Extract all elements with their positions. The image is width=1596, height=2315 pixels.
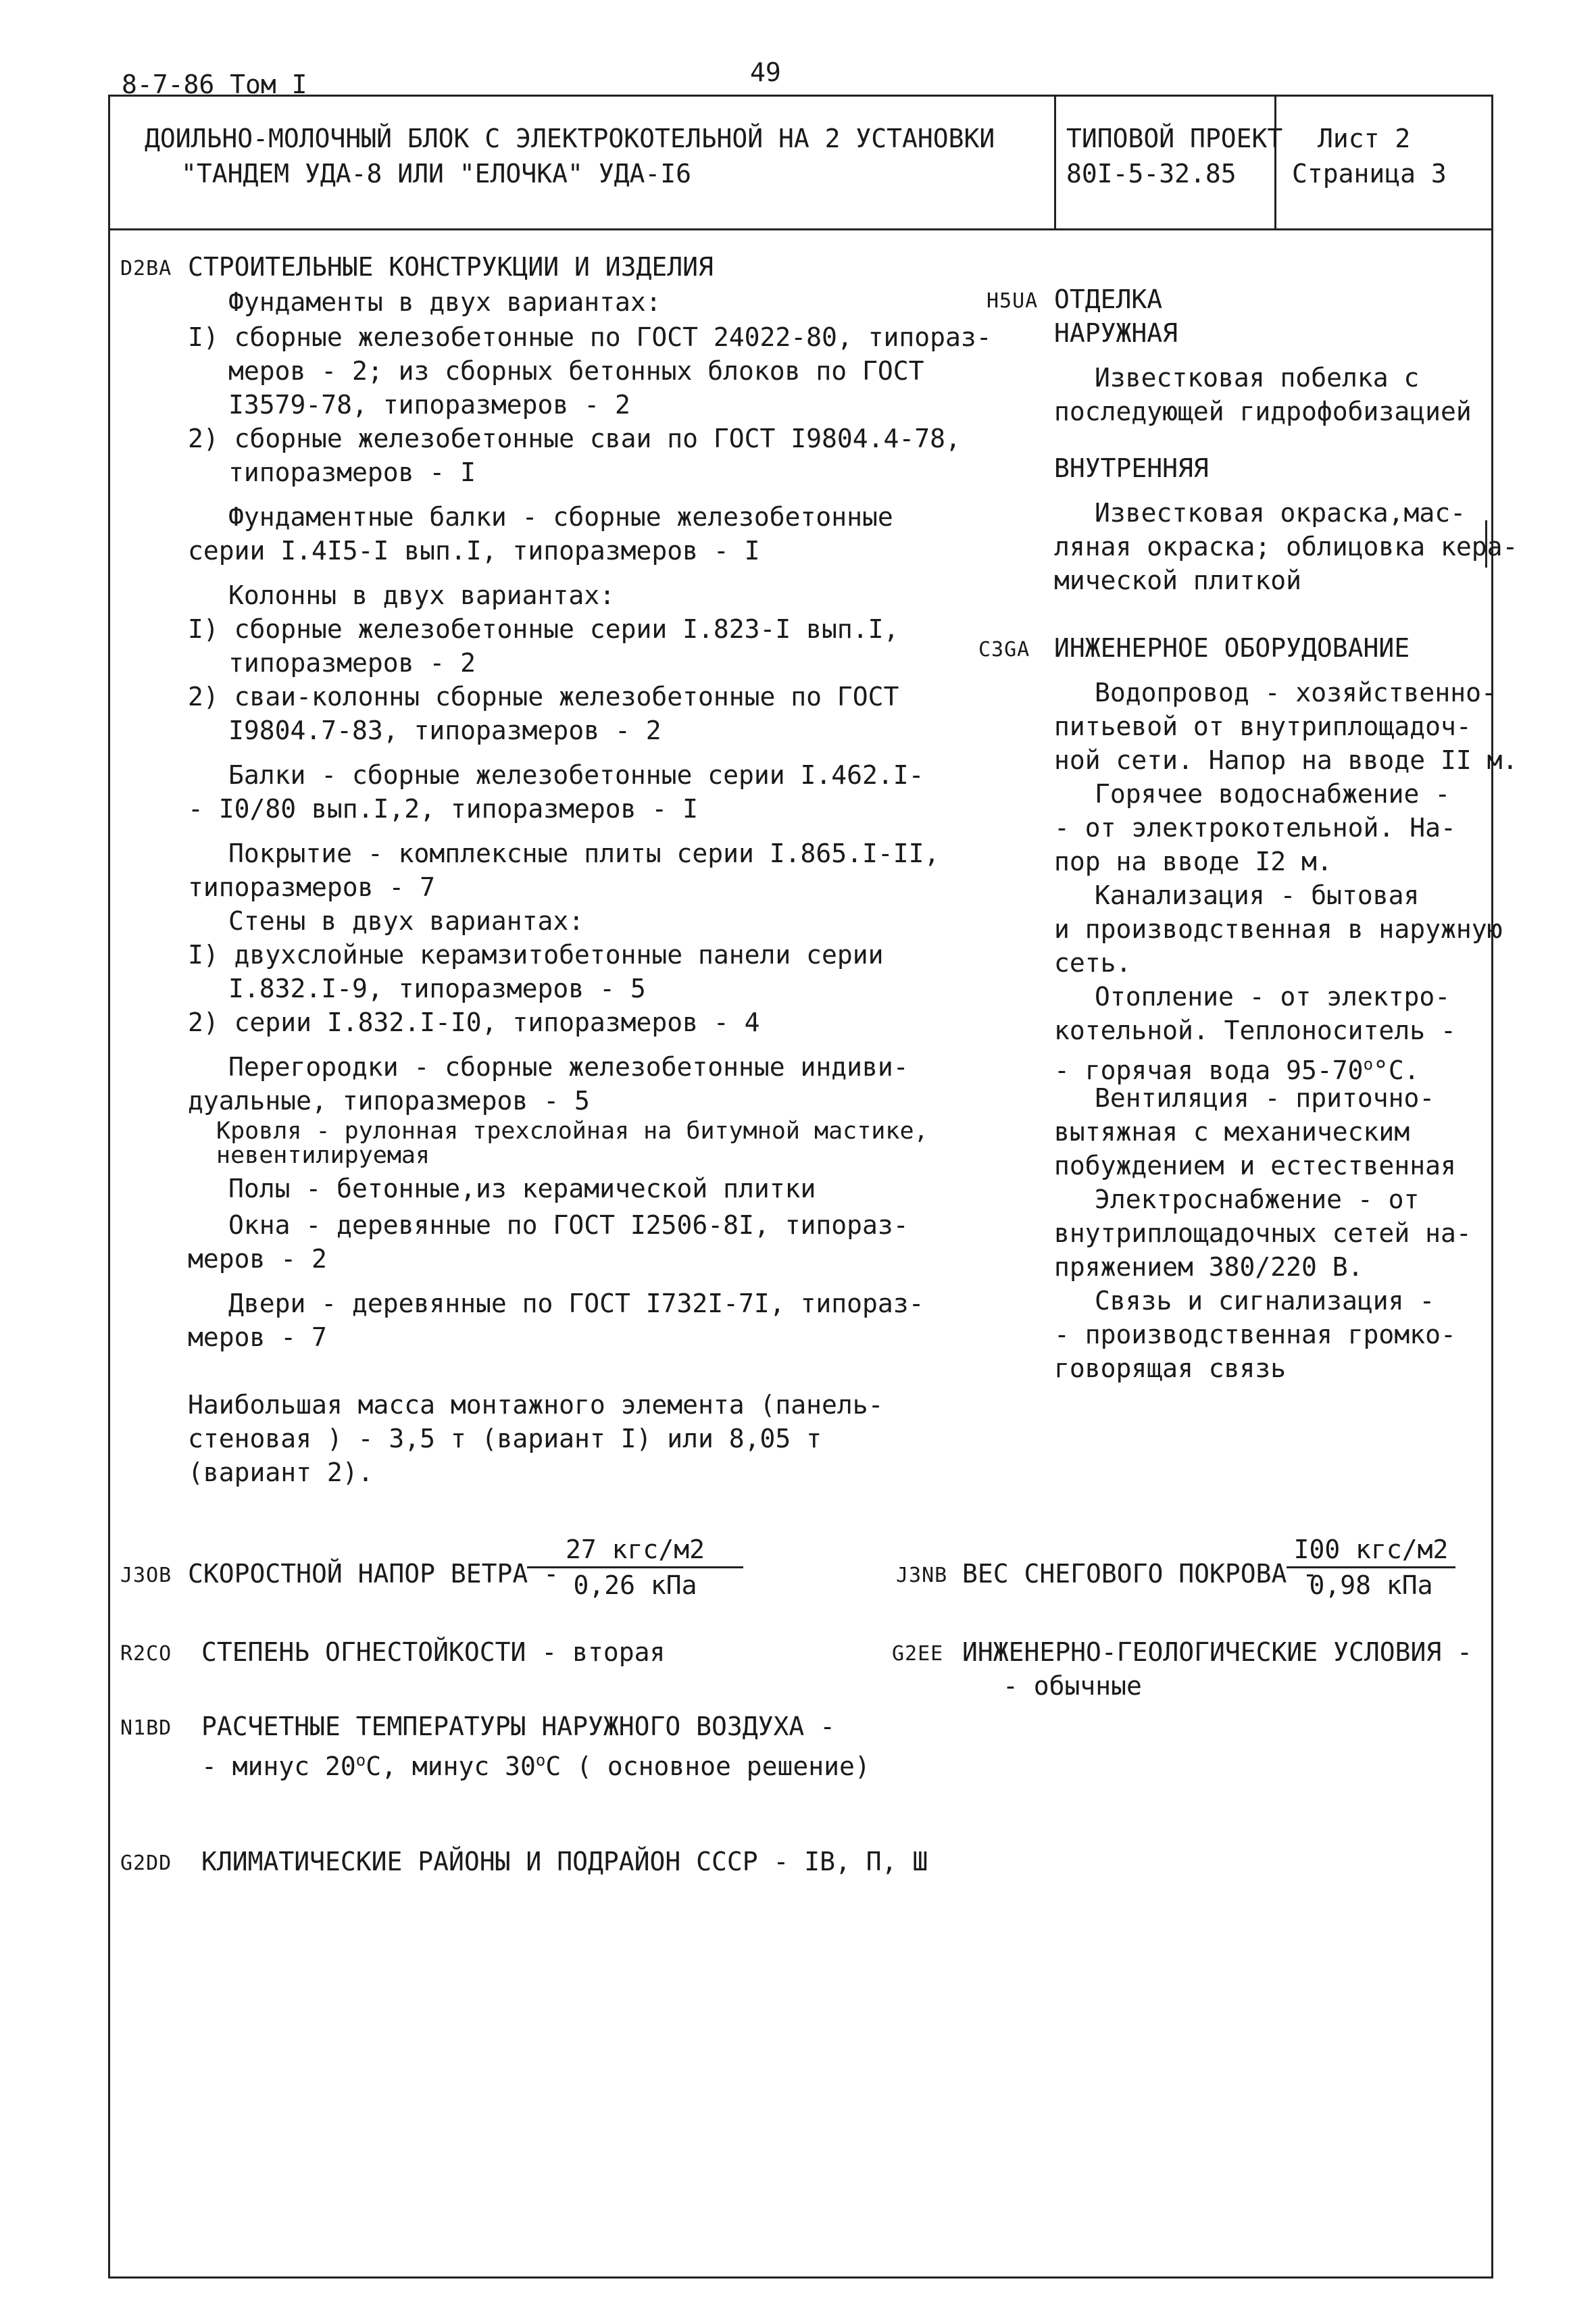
project-label: ТИПОВОЙ ПРОЕКТ	[1066, 124, 1283, 153]
section-code: G2EE	[892, 1642, 944, 1666]
text-line: Отопление - от электро-	[1095, 982, 1451, 1012]
snow-kgs: I00 кгс/м2	[1287, 1533, 1455, 1568]
section-code: G2DD	[120, 1851, 172, 1875]
text-line: и производственная в наружную	[1054, 914, 1503, 944]
geo-conditions-value: - обычные	[1003, 1671, 1142, 1701]
text-line: побуждением и естественная	[1054, 1151, 1456, 1180]
text-line: Кровля - рулонная трехслойная на битумной мастике,	[216, 1118, 928, 1145]
text-line: питьевой от внутриплощадоч-	[1054, 712, 1472, 741]
text-line: ляная окраска; облицовка кера-	[1054, 532, 1518, 562]
section-code: R2CO	[120, 1642, 172, 1666]
geo-conditions: ИНЖЕНЕРНО-ГЕОЛОГИЧЕСКИЕ УСЛОВИЯ -	[962, 1637, 1472, 1667]
text-line: ной сети. Напор на вводе II м.	[1054, 745, 1518, 775]
section-heading: ОТДЕЛКА	[1054, 284, 1163, 314]
text-line: котельной. Теплоноситель -	[1054, 1016, 1456, 1045]
temp-part: - минус 20	[201, 1751, 356, 1781]
header-divider	[108, 228, 1493, 230]
snow-label: ВЕС СНЕГОВОГО ПОКРОВА -	[962, 1559, 1318, 1589]
text-line: I) сборные железобетонные по ГОСТ 24022-80, типораз-	[188, 322, 992, 352]
text-line: I) сборные железобетонные серии I.823-I вып.I,	[188, 614, 899, 644]
text-line: Известковая побелка с	[1095, 363, 1420, 393]
text-line: последующей гидрофобизацией	[1054, 397, 1472, 426]
project-number: 80I-5-32.85	[1066, 159, 1237, 189]
doc-ref: 8-7-86 Том I	[122, 70, 307, 99]
text-line: I3579-78, типоразмеров - 2	[228, 390, 630, 420]
text-line: Вентиляция - приточно-	[1095, 1083, 1435, 1113]
text-line: Перегородки - сборные железобетонные индиви-	[228, 1052, 909, 1082]
text-line: пряжением 380/220 В.	[1054, 1252, 1364, 1282]
text-line: - производственная громко-	[1054, 1320, 1456, 1349]
snow-fraction	[1287, 1533, 1455, 1602]
degree-mark: о	[535, 1751, 546, 1770]
header-separator-2	[1274, 95, 1276, 230]
snow-kpa: 0,98 кПа	[1309, 1570, 1433, 1600]
wind-kpa: 0,26 кПа	[573, 1570, 697, 1600]
page-number: 49	[750, 57, 781, 87]
text-line: Известковая окраска,мас-	[1095, 498, 1466, 528]
text-line: Связь и сигнализация -	[1095, 1286, 1435, 1316]
text-line: типоразмеров - 2	[228, 648, 476, 678]
text-line: I.832.I-9, типоразмеров - 5	[228, 974, 646, 1003]
wind-kgs: 27 кгс/м2	[527, 1533, 743, 1568]
text-line: Полы - бетонные,из керамической плитки	[228, 1174, 816, 1203]
subheading: ВНУТРЕННЯЯ	[1054, 453, 1209, 483]
section-code: D2BA	[120, 257, 172, 280]
text-line: Фундаментные балки - сборные железобетонные	[228, 502, 893, 532]
text-line: типоразмеров - I	[228, 457, 476, 487]
text-line: (вариант 2).	[188, 1458, 374, 1487]
text-line: внутриплощадочных сетей на-	[1054, 1218, 1472, 1248]
section-heading: СТРОИТЕЛЬНЫЕ КОНСТРУКЦИИ И ИЗДЕЛИЯ	[188, 252, 714, 282]
text-line: вытяжная с механическим	[1054, 1117, 1410, 1147]
text-line: - I0/80 вып.I,2, типоразмеров - I	[188, 794, 698, 824]
temperature-heading: РАСЧЕТНЫЕ ТЕМПЕРАТУРЫ НАРУЖНОГО ВОЗДУХА -	[201, 1712, 835, 1741]
text-line: меров - 2; из сборных бетонных блоков по ГОСТ	[228, 356, 924, 386]
section-code: J3NB	[896, 1564, 948, 1587]
sheet-number: Лист 2	[1318, 124, 1411, 153]
text-line: Наибольшая масса монтажного элемента (панель-	[188, 1390, 884, 1420]
text-line: I9804.7-83, типоразмеров - 2	[228, 716, 662, 745]
text-line: 2) сборные железобетонные сваи по ГОСТ I9804.4-78,	[188, 424, 961, 453]
text-line: дуальные, типоразмеров - 5	[188, 1086, 590, 1116]
section-code: N1BD	[120, 1716, 172, 1740]
section-code: C3GA	[978, 638, 1030, 662]
text-line: I) двухслойные керамзитобетонные панели серии	[188, 940, 884, 970]
degree-mark: о	[355, 1751, 366, 1770]
text-line: Двери - деревянные по ГОСТ I732I-7I, типораз-	[228, 1289, 924, 1318]
text-line: Окна - деревянные по ГОСТ I2506-8I, типораз-	[228, 1210, 909, 1240]
text-line: Балки - сборные железобетонные серии I.462.I-	[228, 760, 924, 790]
page-label: Страница 3	[1292, 159, 1447, 189]
text-line: невентилируемая	[216, 1142, 430, 1169]
section-code: H5UA	[987, 289, 1039, 313]
text-line: серии I.4I5-I вып.I, типоразмеров - I	[188, 536, 760, 566]
fire-resistance: СТЕПЕНЬ ОГНЕСТОЙКОСТИ - вторая	[201, 1637, 666, 1667]
text-line: меров - 2	[188, 1244, 327, 1274]
section-code: J3OB	[120, 1564, 172, 1587]
text-line: Колонны в двух вариантах:	[228, 580, 615, 610]
text-line: Канализация - бытовая	[1095, 880, 1420, 910]
temperature-values	[201, 1743, 870, 1783]
temp-part: С ( основное решение)	[545, 1751, 870, 1781]
text-line: Горячее водоснабжение -	[1095, 779, 1451, 809]
text-line: мической плиткой	[1054, 566, 1302, 595]
text-line: Стены в двух вариантах:	[228, 906, 584, 936]
degree-mark: о	[1363, 1055, 1374, 1074]
text-line: Водопровод - хозяйственно-	[1095, 678, 1497, 707]
text-line: Фундаменты в двух вариантах:	[228, 287, 662, 317]
text-line: - от электрокотельной. На-	[1054, 813, 1456, 843]
title-line-2: "ТАНДЕМ УДА-8 ИЛИ "ЕЛОЧКА" УДА-I6	[181, 159, 691, 189]
degree-unit: °С.	[1373, 1055, 1420, 1085]
text-line: сеть.	[1054, 948, 1132, 978]
hot-water-text: - горячая вода 95-70	[1054, 1055, 1364, 1085]
text-line: типоразмеров - 7	[188, 872, 436, 902]
section-heading: ИНЖЕНЕРНОЕ ОБОРУДОВАНИЕ	[1054, 633, 1410, 663]
subheading: НАРУЖНАЯ	[1054, 318, 1178, 348]
text-line: пор на вводе I2 м.	[1054, 847, 1332, 876]
text-line: меров - 7	[188, 1322, 327, 1352]
text-line: стеновая ) - 3,5 т (вариант I) или 8,05 т	[188, 1424, 822, 1453]
title-line-1: ДОИЛЬНО-МОЛОЧНЫЙ БЛОК С ЭЛЕКТРОКОТЕЛЬНОЙ НА 2 УСТАНОВКИ	[145, 124, 995, 153]
climate-regions: КЛИМАТИЧЕСКИЕ РАЙОНЫ И ПОДРАЙОН СССР - IВ, П, Ш	[201, 1847, 928, 1876]
text-line: Электроснабжение - от	[1095, 1185, 1420, 1214]
header-separator-1	[1054, 95, 1056, 230]
text-line: говорящая связь	[1054, 1353, 1287, 1383]
text-line: Покрытие - комплексные плиты серии I.865.I-II,	[228, 839, 940, 868]
wind-label: СКОРОСТНОЙ НАПОР ВЕТРА -	[188, 1559, 559, 1589]
wind-fraction	[527, 1533, 743, 1602]
text-line: 2) сваи-колонны сборные железобетонные по ГОСТ	[188, 682, 899, 712]
text-line: 2) серии I.832.I-I0, типоразмеров - 4	[188, 1007, 760, 1037]
temp-part: С, минус 30	[366, 1751, 536, 1781]
